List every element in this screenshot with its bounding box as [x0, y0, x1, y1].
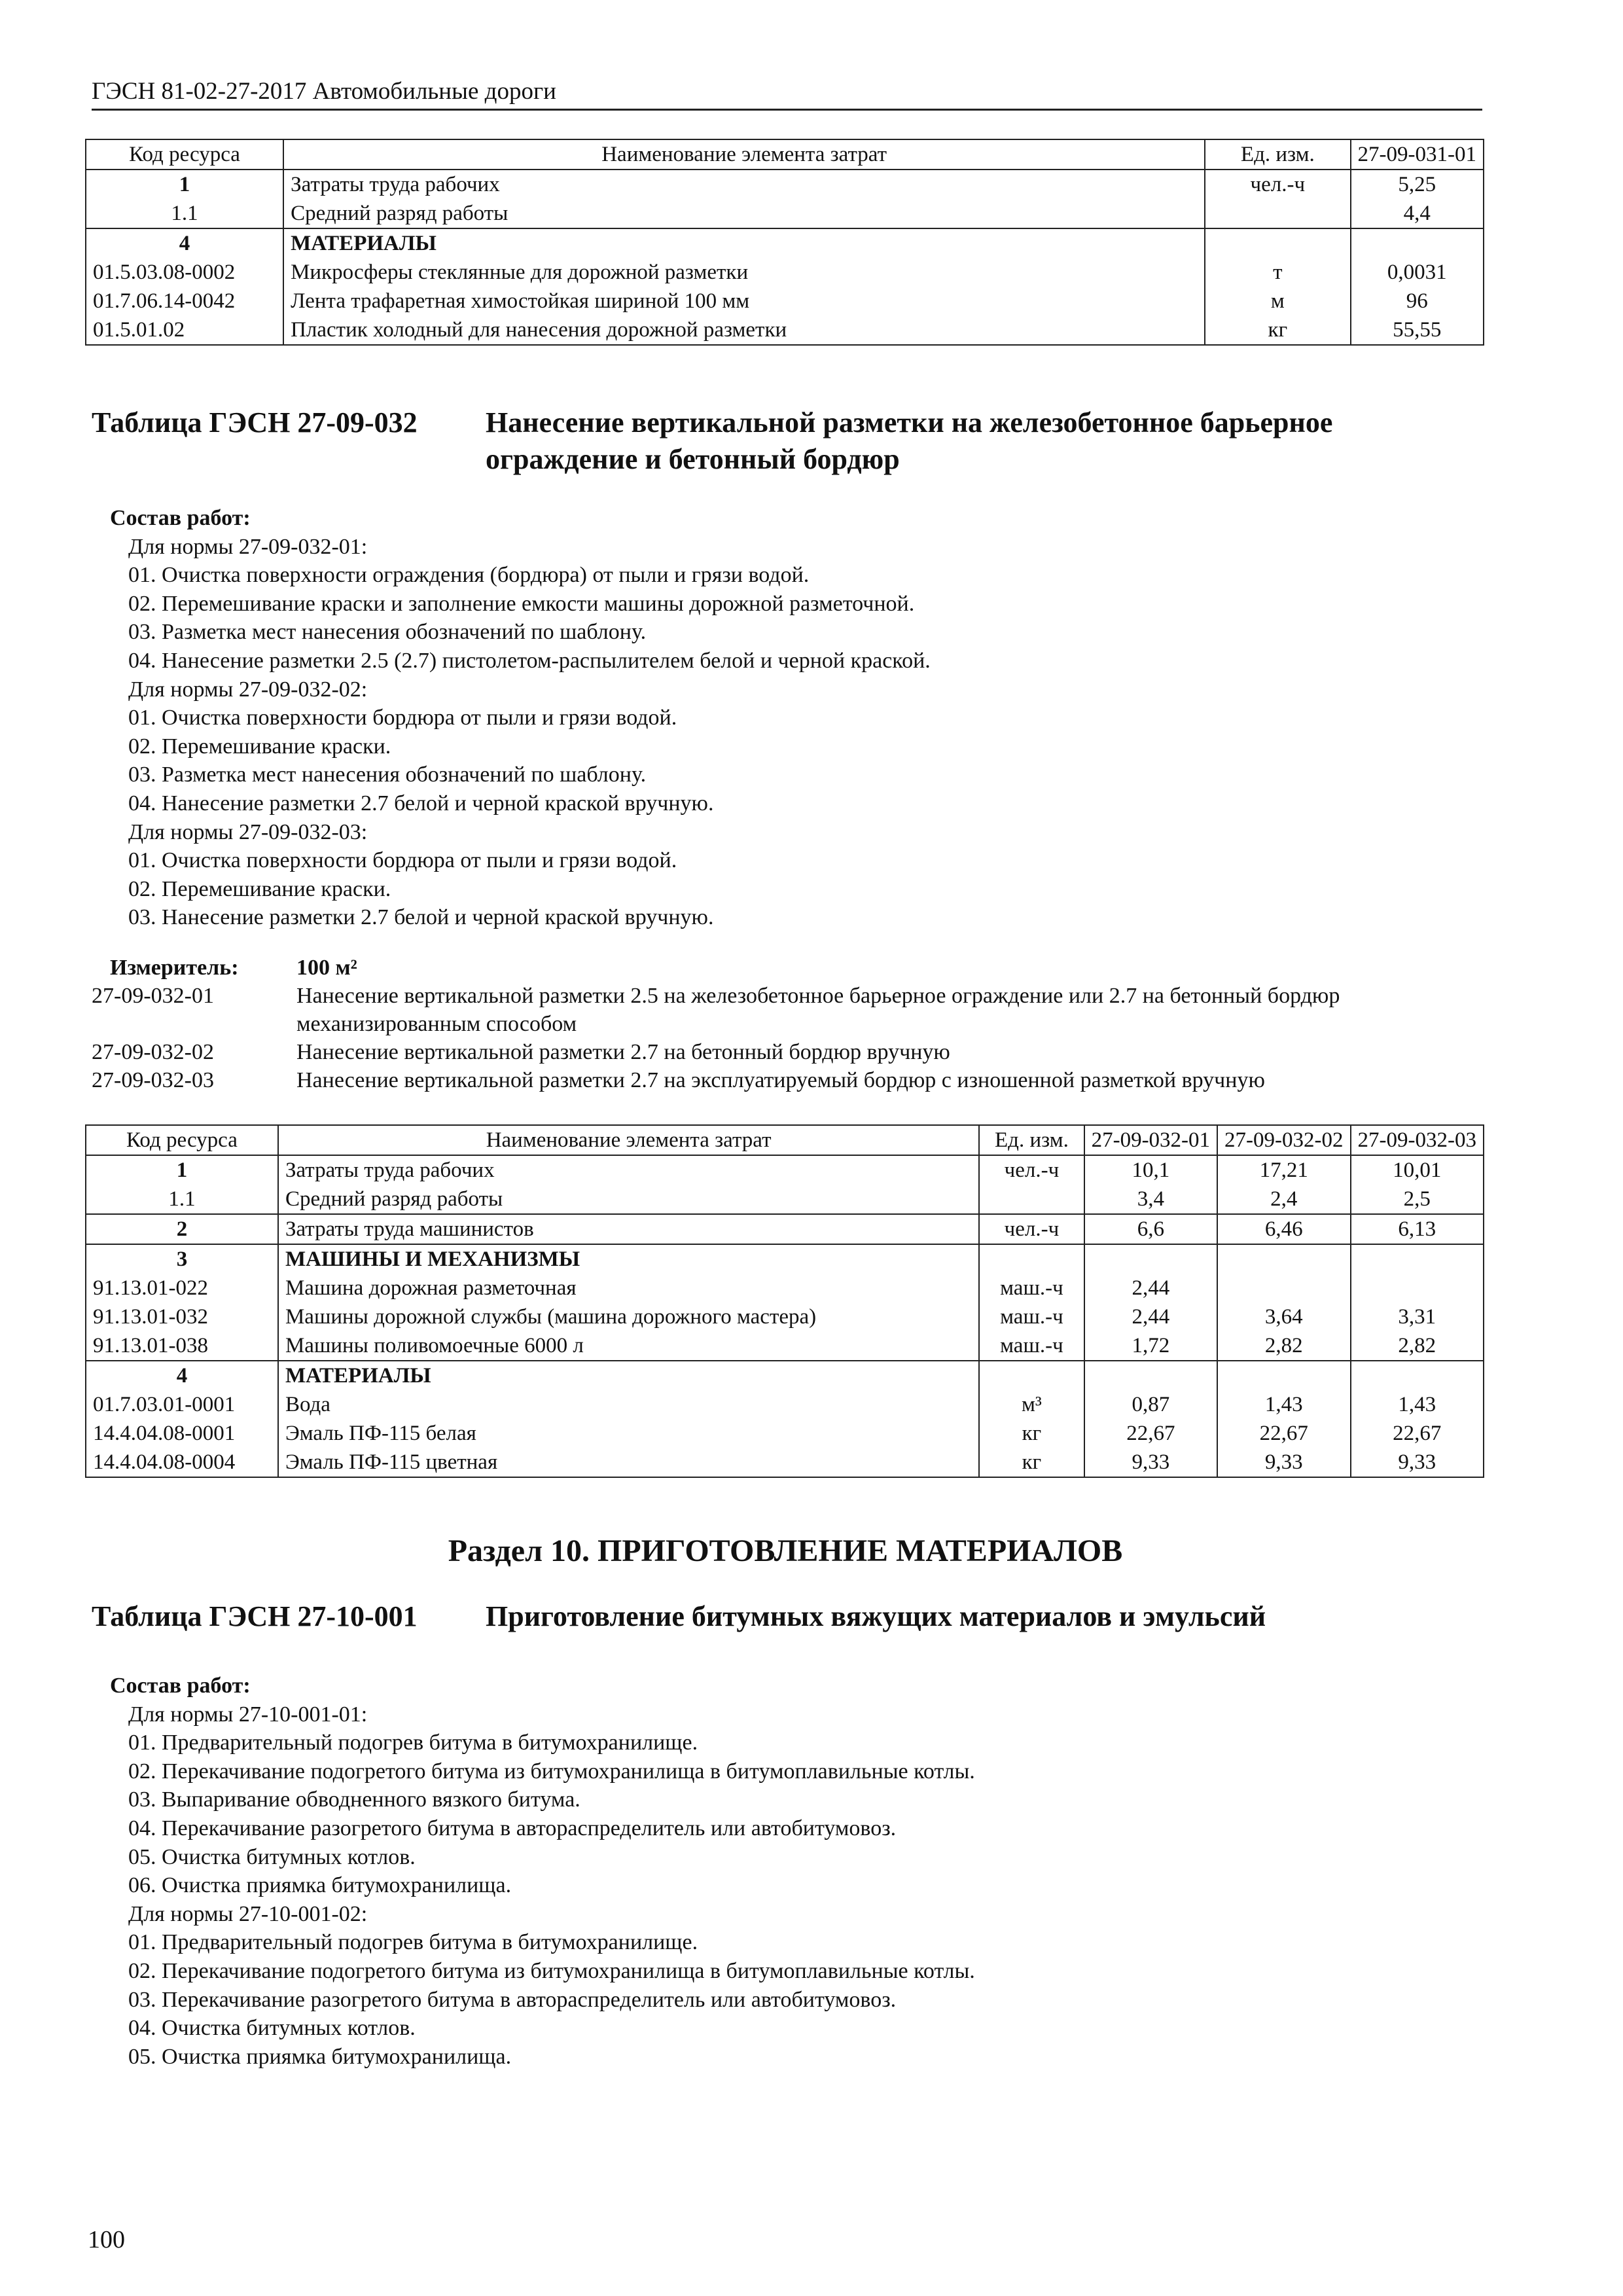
resource-value: 1,43: [1351, 1390, 1484, 1419]
resource-value: 3,64: [1217, 1302, 1350, 1331]
resource-unit: кг: [979, 1448, 1084, 1477]
table-row: [86, 1185, 1484, 1214]
table-caption-032: Нанесение вертикальной разметки на железобетонное барьерное ограждение и бетонный бордюр: [486, 406, 1333, 475]
header-rule: [92, 109, 1482, 111]
resource-value: 2,5: [1351, 1185, 1484, 1214]
resource-value: 0,0031: [1351, 258, 1484, 287]
resource-table-031: [85, 139, 1484, 346]
measure-item: [92, 1038, 1482, 1066]
composition-line: 05. Очистка битумных котлов.: [128, 1844, 416, 1869]
composition-line: 04. Очистка битумных котлов.: [128, 2016, 416, 2041]
resource-code: 14.4.04.08-0004: [86, 1448, 278, 1477]
resource-value: [1351, 228, 1484, 258]
resource-unit: маш.-ч: [979, 1302, 1084, 1331]
composition-line: 03. Выпаривание обводненного вязкого битума.: [128, 1787, 580, 1812]
resource-code: 91.13.01-032: [86, 1302, 278, 1331]
resource-code: 01.7.06.14-0042: [86, 287, 283, 315]
table-row: [86, 1244, 1484, 1274]
composition-line: 05. Очистка приямка битумохранилища.: [128, 2044, 512, 2069]
resource-code: 4: [86, 228, 283, 258]
table-row: [86, 1214, 1484, 1244]
composition-line: 03. Перекачивание разогретого битума в автораспределитель или автобитумовоз.: [128, 1987, 897, 2012]
resource-value: 10,1: [1084, 1155, 1217, 1185]
col-header-unit: Ед. изм.: [1205, 139, 1350, 170]
resource-code: 14.4.04.08-0001: [86, 1419, 278, 1448]
measure-item-text: Нанесение вертикальной разметки 2.7 на бетонный бордюр вручную: [296, 1040, 950, 1064]
resource-value: 9,33: [1351, 1448, 1484, 1477]
resource-value: 10,01: [1351, 1155, 1484, 1185]
running-header: ГЭСН 81-02-27-2017 Автомобильные дороги: [92, 78, 556, 105]
resource-unit: [979, 1185, 1084, 1214]
col-header-name: Наименование элемента затрат: [283, 139, 1205, 170]
composition-line: 01. Очистка поверхности бордюра от пыли и грязи водой.: [128, 848, 677, 873]
measure-item: [92, 982, 1482, 1038]
measure-value: 100 м²: [296, 956, 357, 980]
resource-group-name: МАШИНЫ И МЕХАНИЗМЫ: [278, 1244, 979, 1274]
resource-code: 1: [86, 1155, 278, 1185]
resource-value: [1084, 1361, 1217, 1390]
table-row: [86, 1331, 1484, 1361]
measure-item-code: 27-09-032-03: [92, 1068, 214, 1092]
measure-item-text: Нанесение вертикальной разметки 2.7 на эксплуатируемый бордюр с изношенной разметкой вручную: [296, 1068, 1265, 1092]
resource-value: [1084, 1244, 1217, 1274]
resource-name: Лента трафаретная химостойкая шириной 100 мм: [283, 287, 1205, 315]
resource-unit: [979, 1244, 1084, 1274]
measure-item-code: 27-09-032-01: [92, 984, 214, 1008]
measure-block: [92, 954, 1482, 1094]
composition-line: 02. Перекачивание подогретого битума из битумохранилища в битумоплавильные котлы.: [128, 1759, 975, 1784]
composition-line: Для нормы 27-10-001-01:: [128, 1702, 368, 1727]
table-title-10-001: Таблица ГЭСН 27-10-001: [92, 1600, 418, 1632]
resource-value: 22,67: [1084, 1419, 1217, 1448]
composition-line: 01. Предварительный подогрев битума в битумохранилище.: [128, 1731, 698, 1755]
resource-unit: маш.-ч: [979, 1331, 1084, 1361]
table-row: [86, 287, 1484, 315]
col-header-code: Код ресурса: [86, 1125, 278, 1155]
resource-value: 9,33: [1084, 1448, 1217, 1477]
resource-group-name: МАТЕРИАЛЫ: [278, 1361, 979, 1390]
resource-code: 01.5.03.08-0002: [86, 258, 283, 287]
composition-line: 02. Перекачивание подогретого битума из битумохранилища в битумоплавильные котлы.: [128, 1958, 975, 1983]
table-row: [86, 1155, 1484, 1185]
composition-line: 01. Очистка поверхности ограждения (бордюра) от пыли и грязи водой.: [128, 563, 810, 588]
measure-item: [92, 1066, 1482, 1094]
resource-code: 91.13.01-038: [86, 1331, 278, 1361]
table-row: [86, 1419, 1484, 1448]
table-row: [86, 1302, 1484, 1331]
resource-name: Машина дорожная разметочная: [278, 1274, 979, 1302]
composition-line: 03. Разметка мест нанесения обозначений по шаблону.: [128, 762, 647, 787]
resource-group-name: МАТЕРИАЛЫ: [283, 228, 1205, 258]
composition-line: 03. Разметка мест нанесения обозначений по шаблону.: [128, 620, 647, 645]
table-header-row: [86, 1125, 1484, 1155]
resource-value: 55,55: [1351, 315, 1484, 345]
resource-value: 2,82: [1351, 1331, 1484, 1361]
resource-name: Эмаль ПФ-115 цветная: [278, 1448, 979, 1477]
resource-value: 5,25: [1351, 170, 1484, 199]
resource-value: 22,67: [1351, 1419, 1484, 1448]
composition-heading: Состав работ:: [110, 506, 251, 530]
table-title-032: Таблица ГЭСН 27-09-032: [92, 406, 418, 439]
composition-line: Для нормы 27-09-032-02:: [128, 677, 368, 702]
resource-unit: [1205, 199, 1350, 228]
composition-line: 02. Перемешивание краски.: [128, 876, 391, 901]
table-row: [86, 1390, 1484, 1419]
resource-code: 3: [86, 1244, 278, 1274]
measure-item-code: 27-09-032-02: [92, 1040, 214, 1064]
composition-line: 04. Нанесение разметки 2.5 (2.7) пистолетом-распылителем белой и черной краской.: [128, 648, 931, 673]
col-header-name: Наименование элемента затрат: [278, 1125, 979, 1155]
composition-line: 02. Перемешивание краски.: [128, 734, 391, 759]
resource-value: 1,72: [1084, 1331, 1217, 1361]
col-header-norm-01: 27-09-032-01: [1084, 1125, 1217, 1155]
composition-line: 04. Перекачивание разогретого битума в автораспределитель или автобитумовоз.: [128, 1816, 897, 1840]
resource-name: Средний разряд работы: [283, 199, 1205, 228]
resource-value: 1,43: [1217, 1390, 1350, 1419]
resource-value: [1217, 1244, 1350, 1274]
resource-value: 2,82: [1217, 1331, 1350, 1361]
resource-unit: м: [1205, 287, 1350, 315]
composition-line: Для нормы 27-10-001-02:: [128, 1901, 368, 1926]
composition-line: 06. Очистка приямка битумохранилища.: [128, 1873, 512, 1898]
section-title: Раздел 10. ПРИГОТОВЛЕНИЕ МАТЕРИАЛОВ: [448, 1534, 1123, 1568]
resource-code: 01.7.03.01-0001: [86, 1390, 278, 1419]
resource-unit: [979, 1361, 1084, 1390]
table-row: [86, 1361, 1484, 1390]
resource-code: 01.5.01.02: [86, 315, 283, 345]
resource-unit: маш.-ч: [979, 1274, 1084, 1302]
resource-unit: чел.-ч: [979, 1214, 1084, 1244]
table-row: [86, 170, 1484, 199]
col-header-code: Код ресурса: [86, 139, 283, 170]
resource-value: 2,4: [1217, 1185, 1350, 1214]
measure-item-text: Нанесение вертикальной разметки 2.5 на железобетонное барьерное ограждение или 2.7 на бетонный бордюр механизированным способом: [296, 984, 1340, 1036]
resource-value: 6,13: [1351, 1214, 1484, 1244]
table-header-row: [86, 139, 1484, 170]
table-caption-10-001: Приготовление битумных вяжущих материалов и эмульсий: [486, 1600, 1266, 1632]
table-row: [86, 258, 1484, 287]
page-number: 100: [88, 2226, 125, 2253]
resource-code: 1: [86, 170, 283, 199]
resource-name: Средний разряд работы: [278, 1185, 979, 1214]
resource-value: 3,4: [1084, 1185, 1217, 1214]
resource-unit: чел.-ч: [1205, 170, 1350, 199]
resource-value: 17,21: [1217, 1155, 1350, 1185]
resource-name: Машины дорожной службы (машина дорожного мастера): [278, 1302, 979, 1331]
resource-value: 2,44: [1084, 1302, 1217, 1331]
resource-code: 91.13.01-022: [86, 1274, 278, 1302]
composition-line: Для нормы 27-09-032-01:: [128, 534, 368, 559]
resource-value: 6,6: [1084, 1214, 1217, 1244]
composition-line: 04. Нанесение разметки 2.7 белой и черной краской вручную.: [128, 791, 714, 816]
composition-line: Для нормы 27-09-032-03:: [128, 819, 368, 844]
resource-name: Пластик холодный для нанесения дорожной разметки: [283, 315, 1205, 345]
composition-line: 03. Нанесение разметки 2.7 белой и черной краской вручную.: [128, 905, 714, 930]
resource-code: 1.1: [86, 1185, 278, 1214]
resource-name: Вода: [278, 1390, 979, 1419]
composition-line: 02. Перемешивание краски и заполнение емкости машины дорожной разметочной.: [128, 591, 915, 616]
resource-value: 9,33: [1217, 1448, 1350, 1477]
table-row: [86, 199, 1484, 228]
resource-name: Затраты труда рабочих: [283, 170, 1205, 199]
measure-unit-row: [92, 954, 1482, 982]
resource-value: 0,87: [1084, 1390, 1217, 1419]
resource-value: [1351, 1274, 1484, 1302]
resource-unit: чел.-ч: [979, 1155, 1084, 1185]
col-header-norm-02: 27-09-032-02: [1217, 1125, 1350, 1155]
resource-table-032: [85, 1124, 1484, 1478]
measure-label: Измеритель:: [110, 956, 239, 980]
resource-unit: м³: [979, 1390, 1084, 1419]
resource-name: Затраты труда машинистов: [278, 1214, 979, 1244]
resource-value: 3,31: [1351, 1302, 1484, 1331]
resource-name: Машины поливомоечные 6000 л: [278, 1331, 979, 1361]
resource-unit: кг: [1205, 315, 1350, 345]
resource-name: Микросферы стеклянные для дорожной разметки: [283, 258, 1205, 287]
composition-line: 01. Очистка поверхности бордюра от пыли и грязи водой.: [128, 706, 677, 730]
resource-value: 96: [1351, 287, 1484, 315]
resource-code: 2: [86, 1214, 278, 1244]
resource-value: [1351, 1244, 1484, 1274]
table-row: [86, 315, 1484, 345]
resource-code: 1.1: [86, 199, 283, 228]
composition-heading: Состав работ:: [110, 1674, 251, 1698]
resource-value: [1351, 1361, 1484, 1390]
resource-unit: [1205, 228, 1350, 258]
table-row: [86, 1448, 1484, 1477]
resource-value: [1217, 1361, 1350, 1390]
col-header-norm: 27-09-031-01: [1351, 139, 1484, 170]
col-header-unit: Ед. изм.: [979, 1125, 1084, 1155]
resource-unit: т: [1205, 258, 1350, 287]
resource-code: 4: [86, 1361, 278, 1390]
resource-value: [1217, 1274, 1350, 1302]
resource-value: 22,67: [1217, 1419, 1350, 1448]
resource-value: 6,46: [1217, 1214, 1350, 1244]
resource-value: 4,4: [1351, 199, 1484, 228]
work-composition-032: [110, 504, 1471, 932]
resource-name: Затраты труда рабочих: [278, 1155, 979, 1185]
table-row: [86, 1274, 1484, 1302]
resource-name: Эмаль ПФ-115 белая: [278, 1419, 979, 1448]
table-row: [86, 228, 1484, 258]
work-composition-10-001: [110, 1672, 1471, 2071]
col-header-norm-03: 27-09-032-03: [1351, 1125, 1484, 1155]
resource-unit: кг: [979, 1419, 1084, 1448]
composition-line: 01. Предварительный подогрев битума в битумохранилище.: [128, 1930, 698, 1955]
resource-value: 2,44: [1084, 1274, 1217, 1302]
